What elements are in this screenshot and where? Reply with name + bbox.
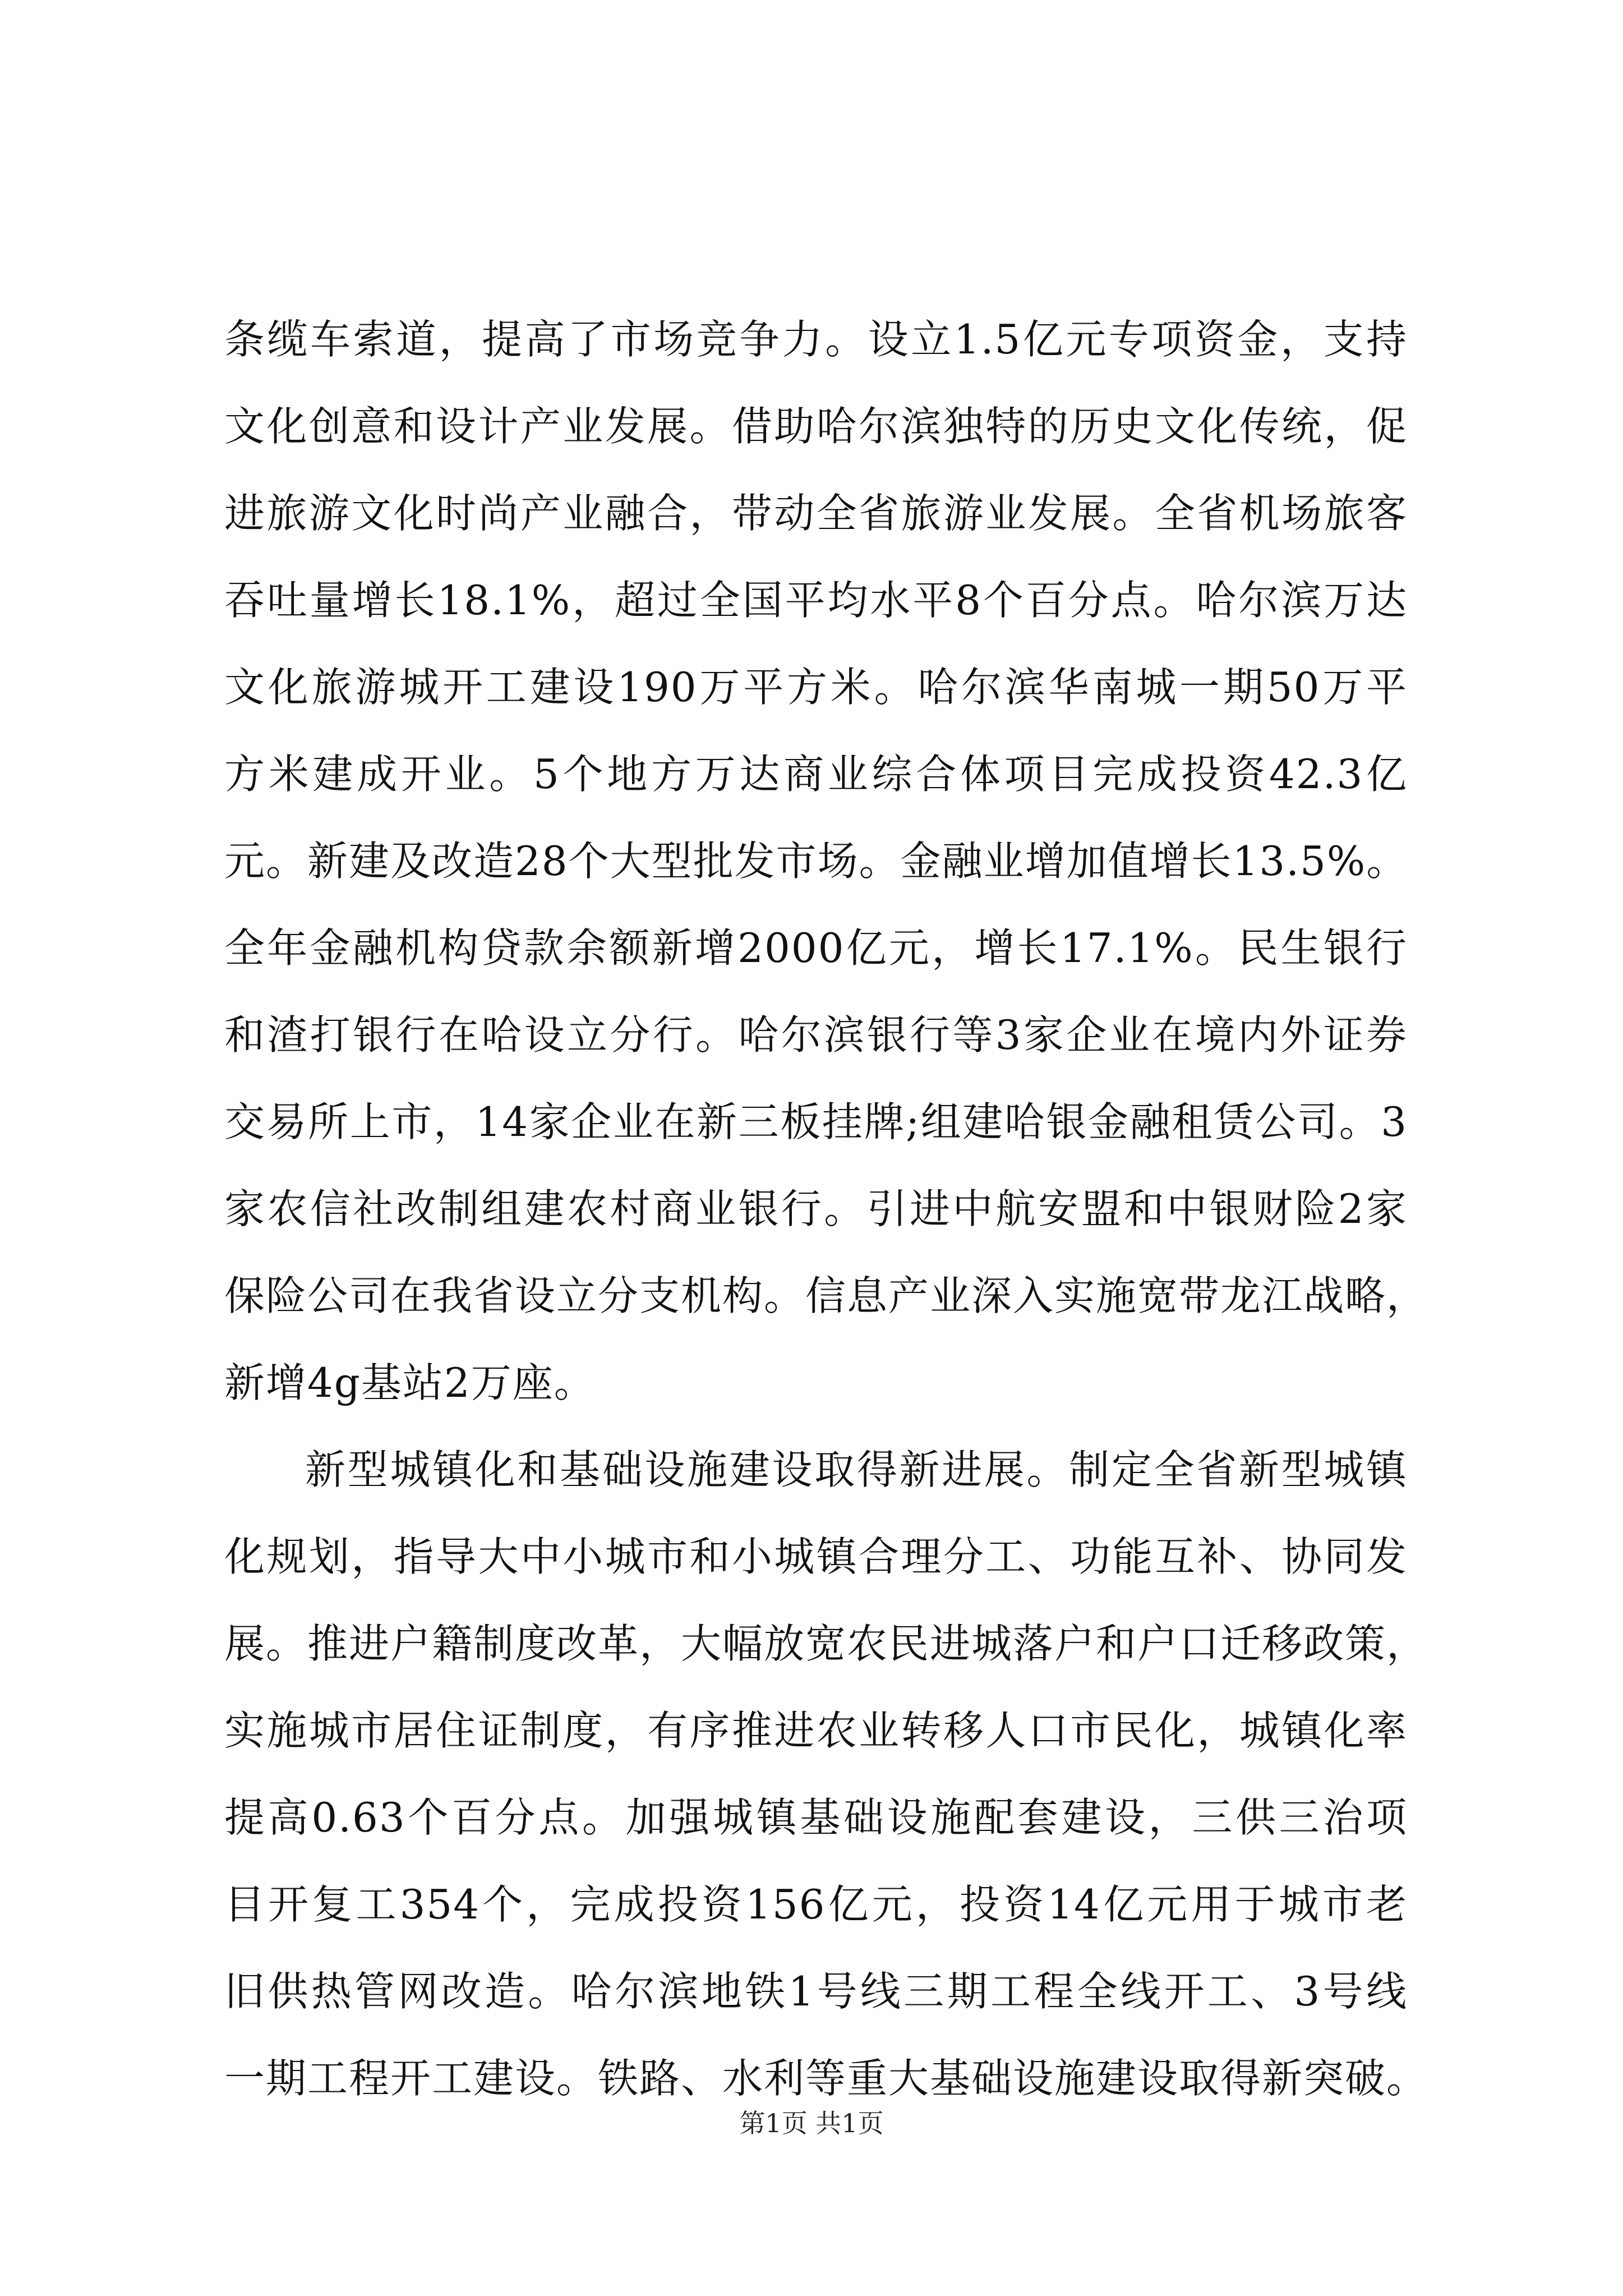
text-line: 实施城市居住证制度，有序推进农业转移人口市民化，城镇化率 <box>224 1707 1408 1754</box>
text-line: 和渣打银行在哈设立分行。哈尔滨银行等3家企业在境内外证券 <box>224 1011 1408 1059</box>
text-line: 旧供热管网改造。哈尔滨地铁1号线三期工程全线开工、3号线 <box>224 1968 1408 2015</box>
text-line: 新增4g基站2万座。 <box>224 1359 596 1406</box>
page-number-label: 第1页 共1页 <box>739 2108 884 2138</box>
text-line: 文化旅游城开工建设190万平方米。哈尔滨华南城一期50万平 <box>224 664 1408 711</box>
document-body <box>224 296 1428 2122</box>
text-line: 展。推进户籍制度改革，大幅放宽农民进城落户和户口迁移政策， <box>224 1620 1428 1667</box>
text-line: 元。新建及改造28个大型批发市场。金融业增加值增长13.5%。 <box>224 838 1408 885</box>
text-line: 保险公司在我省设立分支机构。信息产业深入实施宽带龙江战略， <box>224 1272 1428 1319</box>
paragraph-first-line: 新型城镇化和基础设施建设取得新进展。制定全省新型城镇 <box>305 1446 1408 1493</box>
text-line: 吞吐量增长18.1%，超过全国平均水平8个百分点。哈尔滨万达 <box>224 577 1408 624</box>
text-line: 一期工程开工建设。铁路、水利等重大基础设施建设取得新突破。 <box>224 2055 1428 2102</box>
text-line: 提高0.63个百分点。加强城镇基础设施配套建设，三供三治项 <box>224 1794 1408 1841</box>
text-line: 方米建成开业。5个地方万达商业综合体项目完成投资42.3亿 <box>224 751 1408 798</box>
text-line: 文化创意和设计产业发展。借助哈尔滨独特的历史文化传统，促 <box>224 403 1408 450</box>
text-line: 交易所上市，14家企业在新三板挂牌;组建哈银金融租赁公司。3 <box>224 1098 1408 1145</box>
text-line: 进旅游文化时尚产业融合，带动全省旅游业发展。全省机场旅客 <box>224 490 1408 537</box>
text-line: 全年金融机构贷款余额新增2000亿元，增长17.1%。民生银行 <box>224 924 1408 972</box>
text-line: 条缆车索道，提高了市场竞争力。设立1.5亿元专项资金，支持 <box>224 316 1408 363</box>
text-line: 化规划，指导大中小城市和小城镇合理分工、功能互补、协同发 <box>224 1533 1408 1580</box>
text-line: 家农信社改制组建农村商业银行。引进中航安盟和中银财险2家 <box>224 1185 1408 1232</box>
page-footer <box>0 2106 1623 2140</box>
text-line: 目开复工354个，完成投资156亿元，投资14亿元用于城市老 <box>224 1881 1408 1928</box>
